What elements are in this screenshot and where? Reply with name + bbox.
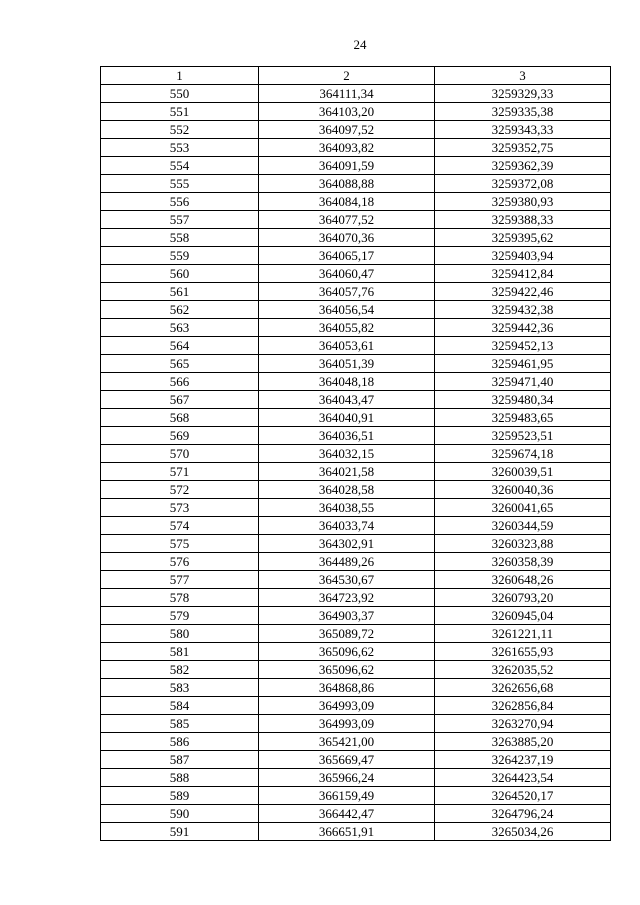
point-number-cell: 562: [101, 301, 259, 319]
table-row: [101, 229, 611, 247]
y-coordinate-cell: 3259422,46: [435, 283, 611, 301]
y-coordinate-cell: 3260358,39: [435, 553, 611, 571]
x-coordinate-cell: 364036,51: [259, 427, 435, 445]
x-coordinate-cell: 364530,67: [259, 571, 435, 589]
y-coordinate-cell: 3261221,11: [435, 625, 611, 643]
y-coordinate-cell: 3259335,38: [435, 103, 611, 121]
x-coordinate-cell: 364028,58: [259, 481, 435, 499]
y-coordinate-cell: 3259352,75: [435, 139, 611, 157]
table-header-row: [101, 67, 611, 85]
table-row: [101, 733, 611, 751]
table-row: [101, 157, 611, 175]
x-coordinate-cell: 364032,15: [259, 445, 435, 463]
table-row: [101, 589, 611, 607]
y-coordinate-cell: 3260945,04: [435, 607, 611, 625]
x-coordinate-cell: 364868,86: [259, 679, 435, 697]
x-coordinate-cell: 364097,52: [259, 121, 435, 139]
point-number-cell: 551: [101, 103, 259, 121]
point-number-cell: 581: [101, 643, 259, 661]
point-number-cell: 577: [101, 571, 259, 589]
y-coordinate-cell: 3259362,39: [435, 157, 611, 175]
y-coordinate-cell: 3259523,51: [435, 427, 611, 445]
y-coordinate-cell: 3265034,26: [435, 823, 611, 841]
table-body: [101, 85, 611, 841]
y-coordinate-cell: 3259471,40: [435, 373, 611, 391]
table-row: [101, 499, 611, 517]
x-coordinate-cell: 364111,34: [259, 85, 435, 103]
point-number-cell: 559: [101, 247, 259, 265]
x-coordinate-cell: 364093,82: [259, 139, 435, 157]
y-coordinate-cell: 3260323,88: [435, 535, 611, 553]
table-row: [101, 643, 611, 661]
y-coordinate-cell: 3259674,18: [435, 445, 611, 463]
point-number-cell: 586: [101, 733, 259, 751]
y-coordinate-cell: 3259480,34: [435, 391, 611, 409]
point-number-cell: 553: [101, 139, 259, 157]
table-row: [101, 445, 611, 463]
column-header-3: 3: [435, 67, 611, 85]
x-coordinate-cell: 364055,82: [259, 319, 435, 337]
y-coordinate-cell: 3259432,38: [435, 301, 611, 319]
table-row: [101, 139, 611, 157]
point-number-cell: 561: [101, 283, 259, 301]
point-number-cell: 573: [101, 499, 259, 517]
point-number-cell: 560: [101, 265, 259, 283]
y-coordinate-cell: 3259461,95: [435, 355, 611, 373]
point-number-cell: 567: [101, 391, 259, 409]
point-number-cell: 550: [101, 85, 259, 103]
x-coordinate-cell: 364065,17: [259, 247, 435, 265]
x-coordinate-cell: 364033,74: [259, 517, 435, 535]
point-number-cell: 582: [101, 661, 259, 679]
y-coordinate-cell: 3259442,36: [435, 319, 611, 337]
point-number-cell: 588: [101, 769, 259, 787]
table-row: [101, 769, 611, 787]
table-row: [101, 697, 611, 715]
table-row: [101, 751, 611, 769]
y-coordinate-cell: 3259388,33: [435, 211, 611, 229]
point-number-cell: 557: [101, 211, 259, 229]
coordinates-table: [100, 66, 611, 841]
y-coordinate-cell: 3260040,36: [435, 481, 611, 499]
x-coordinate-cell: 364051,39: [259, 355, 435, 373]
x-coordinate-cell: 364993,09: [259, 715, 435, 733]
x-coordinate-cell: 365669,47: [259, 751, 435, 769]
table-row: [101, 571, 611, 589]
point-number-cell: 589: [101, 787, 259, 805]
point-number-cell: 565: [101, 355, 259, 373]
point-number-cell: 556: [101, 193, 259, 211]
x-coordinate-cell: 366651,91: [259, 823, 435, 841]
y-coordinate-cell: 3259380,93: [435, 193, 611, 211]
table-row: [101, 715, 611, 733]
point-number-cell: 574: [101, 517, 259, 535]
point-number-cell: 555: [101, 175, 259, 193]
x-coordinate-cell: 364993,09: [259, 697, 435, 715]
y-coordinate-cell: 3264796,24: [435, 805, 611, 823]
table-row: [101, 391, 611, 409]
column-header-1: 1: [101, 67, 259, 85]
y-coordinate-cell: 3262856,84: [435, 697, 611, 715]
y-coordinate-cell: 3259343,33: [435, 121, 611, 139]
point-number-cell: 578: [101, 589, 259, 607]
x-coordinate-cell: 364070,36: [259, 229, 435, 247]
point-number-cell: 552: [101, 121, 259, 139]
x-coordinate-cell: 366442,47: [259, 805, 435, 823]
table-row: [101, 103, 611, 121]
y-coordinate-cell: 3260344,59: [435, 517, 611, 535]
x-coordinate-cell: 364053,61: [259, 337, 435, 355]
table-row: [101, 517, 611, 535]
point-number-cell: 576: [101, 553, 259, 571]
point-number-cell: 554: [101, 157, 259, 175]
point-number-cell: 580: [101, 625, 259, 643]
point-number-cell: 572: [101, 481, 259, 499]
table-row: [101, 337, 611, 355]
y-coordinate-cell: 3262656,68: [435, 679, 611, 697]
x-coordinate-cell: 364077,52: [259, 211, 435, 229]
x-coordinate-cell: 365966,24: [259, 769, 435, 787]
point-number-cell: 563: [101, 319, 259, 337]
y-coordinate-cell: 3259403,94: [435, 247, 611, 265]
table-row: [101, 319, 611, 337]
y-coordinate-cell: 3260648,26: [435, 571, 611, 589]
table-row: [101, 409, 611, 427]
y-coordinate-cell: 3259452,13: [435, 337, 611, 355]
page-number: 24: [353, 37, 367, 52]
table-row: [101, 283, 611, 301]
x-coordinate-cell: 364084,18: [259, 193, 435, 211]
x-coordinate-cell: 365096,62: [259, 643, 435, 661]
x-coordinate-cell: 364060,47: [259, 265, 435, 283]
point-number-cell: 566: [101, 373, 259, 391]
x-coordinate-cell: 365096,62: [259, 661, 435, 679]
table-row: [101, 211, 611, 229]
point-number-cell: 579: [101, 607, 259, 625]
x-coordinate-cell: 364056,54: [259, 301, 435, 319]
x-coordinate-cell: 364903,37: [259, 607, 435, 625]
x-coordinate-cell: 364489,26: [259, 553, 435, 571]
table-row: [101, 301, 611, 319]
point-number-cell: 570: [101, 445, 259, 463]
y-coordinate-cell: 3259412,84: [435, 265, 611, 283]
table-row: [101, 679, 611, 697]
x-coordinate-cell: 366159,49: [259, 787, 435, 805]
point-number-cell: 558: [101, 229, 259, 247]
table-row: [101, 607, 611, 625]
x-coordinate-cell: 365421,00: [259, 733, 435, 751]
y-coordinate-cell: 3261655,93: [435, 643, 611, 661]
y-coordinate-cell: 3264520,17: [435, 787, 611, 805]
point-number-cell: 590: [101, 805, 259, 823]
table-row: [101, 553, 611, 571]
y-coordinate-cell: 3259329,33: [435, 85, 611, 103]
x-coordinate-cell: 364103,20: [259, 103, 435, 121]
x-coordinate-cell: 364088,88: [259, 175, 435, 193]
x-coordinate-cell: 364038,55: [259, 499, 435, 517]
x-coordinate-cell: 365089,72: [259, 625, 435, 643]
table-row: [101, 121, 611, 139]
point-number-cell: 575: [101, 535, 259, 553]
table-row: [101, 265, 611, 283]
column-header-2: 2: [259, 67, 435, 85]
y-coordinate-cell: 3259483,65: [435, 409, 611, 427]
x-coordinate-cell: 364021,58: [259, 463, 435, 481]
table-row: [101, 805, 611, 823]
x-coordinate-cell: 364302,91: [259, 535, 435, 553]
x-coordinate-cell: 364723,92: [259, 589, 435, 607]
point-number-cell: 583: [101, 679, 259, 697]
table-row: [101, 427, 611, 445]
point-number-cell: 585: [101, 715, 259, 733]
table-row: [101, 823, 611, 841]
table-row: [101, 175, 611, 193]
table-row: [101, 463, 611, 481]
table-row: [101, 193, 611, 211]
x-coordinate-cell: 364043,47: [259, 391, 435, 409]
x-coordinate-cell: 364040,91: [259, 409, 435, 427]
point-number-cell: 569: [101, 427, 259, 445]
x-coordinate-cell: 364048,18: [259, 373, 435, 391]
point-number-cell: 587: [101, 751, 259, 769]
table-row: [101, 373, 611, 391]
point-number-cell: 568: [101, 409, 259, 427]
table-row: [101, 661, 611, 679]
point-number-cell: 591: [101, 823, 259, 841]
y-coordinate-cell: 3262035,52: [435, 661, 611, 679]
y-coordinate-cell: 3263270,94: [435, 715, 611, 733]
y-coordinate-cell: 3264423,54: [435, 769, 611, 787]
table-row: [101, 481, 611, 499]
y-coordinate-cell: 3259395,62: [435, 229, 611, 247]
point-number-cell: 584: [101, 697, 259, 715]
table-row: [101, 247, 611, 265]
y-coordinate-cell: 3259372,08: [435, 175, 611, 193]
y-coordinate-cell: 3260041,65: [435, 499, 611, 517]
table-row: [101, 535, 611, 553]
x-coordinate-cell: 364057,76: [259, 283, 435, 301]
y-coordinate-cell: 3263885,20: [435, 733, 611, 751]
y-coordinate-cell: 3260793,20: [435, 589, 611, 607]
y-coordinate-cell: 3264237,19: [435, 751, 611, 769]
table-row: [101, 355, 611, 373]
table-row: [101, 85, 611, 103]
point-number-cell: 564: [101, 337, 259, 355]
table-row: [101, 625, 611, 643]
y-coordinate-cell: 3260039,51: [435, 463, 611, 481]
point-number-cell: 571: [101, 463, 259, 481]
x-coordinate-cell: 364091,59: [259, 157, 435, 175]
table-row: [101, 787, 611, 805]
